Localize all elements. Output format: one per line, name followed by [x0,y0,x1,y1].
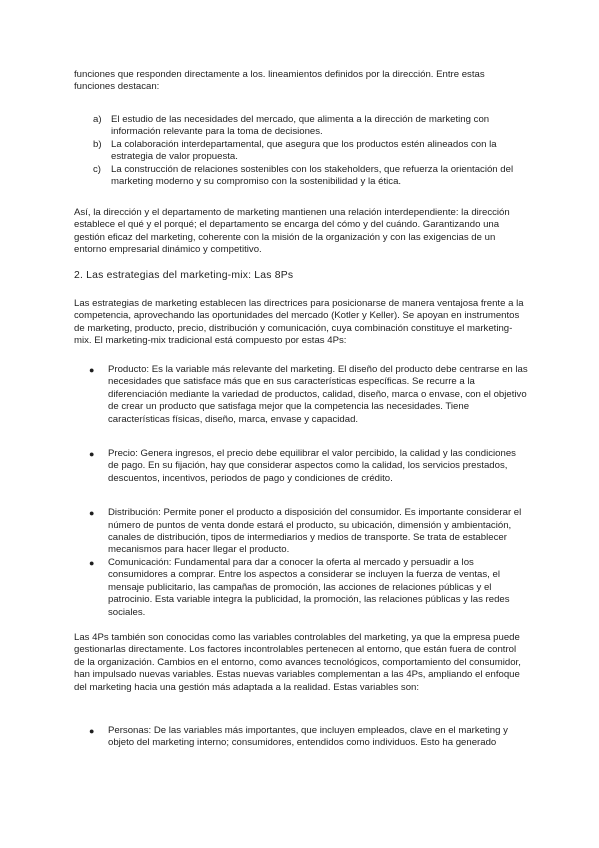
list-marker: a) [93,114,102,125]
bullet-icon: ● [89,449,95,460]
list-item-text: Distribución: Permite poner el producto a disposición del consumidor. Es importante considerar el número de puntos de venta donde estará el producto, su ubicación, dimensión y ambientación, canales de distribución, tipos de intermediarios y medios de transporte. Se trata de establecer mecanismos para hacer llegar el producto. [108,507,522,556]
list-item-comunicacion [88,557,528,619]
bullet-icon: ● [89,508,95,519]
list-item [93,114,533,139]
list-item [93,139,533,164]
relation-paragraph: Así, la dirección y el departamento de marketing mantienen una relación interdependiente: la dirección establece el qué y el porqué; el departamento se encarga del cómo y del cuándo. Garantizando una gestión eficaz del marketing, coherente con la misión de la organización y con las exigencias de un entorno empresarial dinámico y competitivo. [74,207,510,256]
list-item-text: El estudio de las necesidades del mercado, que alimenta a la dirección de marketing con información relevante para la toma de decisiones. [111,114,490,138]
list-item-text: La construcción de relaciones sostenibles con los stakeholders, que refuerza la orientación del marketing moderno y su compromiso con la sostenibilidad y la ética. [111,163,514,188]
intro-paragraph: funciones que responden directamente a los. lineamientos definidos por la dirección. Entre estas funciones destacan: [74,69,485,93]
list-item-text: Personas: De las variables más importantes, que incluyen empleados, clave en el marketing y objeto del marketing interno; consumidores, entendidos como individuos. Esto ha generado [108,725,508,749]
strategies-paragraph: Las estrategias de marketing establecen las directrices para posicionarse de manera ventajosa frente a la competencia, aprovechando las oportunidades del mercado (Kotler y Keller). Se apoyan en instrumentos de marketing, producto, precio, distribución y comunicación, cuya combinación constituye el marketing-mix. El marketing-mix tradicional está compuesto por estas 4Ps: [74,298,524,347]
list-marker: c) [93,163,101,175]
list-item-text: La colaboración interdepartamental, que asegura que los productos estén alineados con la estrategia de valor propuesta. [111,138,497,163]
list-item-text: Precio: Genera ingresos, el precio debe equilibrar el valor percibido, la calidad y las condiciones de pago. En su fijación, hay que considerar aspectos como la calidad, los servicios prestados, descuentos, incentivos, periodos de pago y condiciones de crédito. [108,448,516,484]
bullet-icon: ● [89,557,95,568]
section-heading: 2. Las estrategias del marketing-mix: Las 8Ps [74,270,294,281]
new-ps-list [88,725,528,750]
list-item-precio [88,448,528,485]
list-item-text: Comunicación: Fundamental para dar a conocer la oferta al mercado y persuadir a los consumidores a comprar. Entre los aspectos a considerar se incluyen la fuerza de ventas, el mensaje publicitario, las campañas de promoción, las acciones de relaciones públicas y el patrocinio. Esta variable integra la publicidad, la promoción, las relaciones públicas y las redes sociales. [108,556,510,618]
list-marker: b) [93,138,102,150]
bullet-icon: ● [89,726,95,736]
list-item-text: Producto: Es la variable más relevante del marketing. El diseño del producto debe centrarse en las necesidades que satisface más que en sus características específicas. Se recurre a la diferenciación mediante la variedad de productos, calidad, diseño, marca o envase, con el objetivo de crear un producto que satisfaga mejor que la competencia las necesidades. Tiene características físicas, diseño, marca, envase y capacidad. [108,364,528,425]
four-ps-list [88,364,528,619]
controllable-paragraph: Las 4Ps también son conocidas como las variables controlables del marketing, ya que la empresa puede gestionarlas directamente. Los factores incontrolables pertenecen al entorno, que están fuera de control de la organización. Cambios en el entorno, como avances tecnológicos, comportamiento del consumidor, han impulsado nuevas variables. Estas nuevas variables complementan a las 4Ps, ampliando el enfoque del marketing hacia una gestión más adaptada a la realidad. Estas variables son: [74,632,521,693]
list-item-distribucion [88,507,528,557]
functions-list [93,114,533,188]
bullet-icon: ● [89,365,95,375]
list-item [93,164,533,189]
list-item-personas [88,725,528,750]
list-item-producto [88,364,528,426]
